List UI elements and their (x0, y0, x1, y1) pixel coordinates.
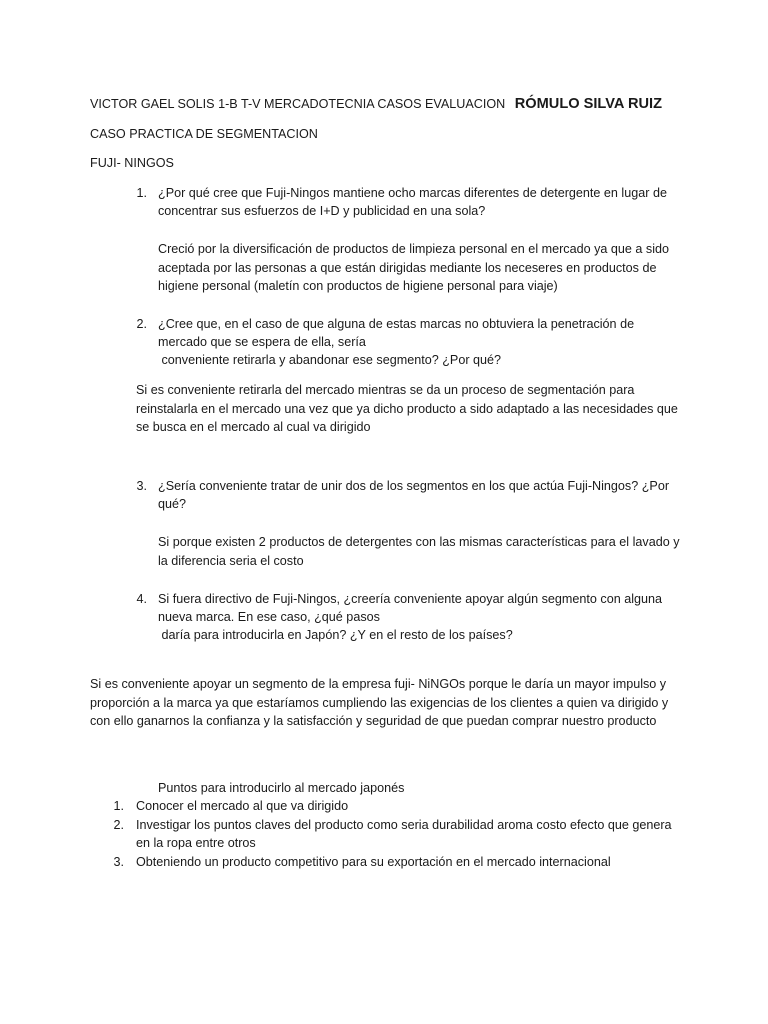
question-3-number: 3. (136, 479, 147, 493)
point-2-line-2: en la ropa entre otros (136, 836, 256, 850)
question-2-number: 2. (136, 317, 147, 331)
header-line (90, 95, 662, 114)
point-1-line-1: Conocer el mercado al que va dirigido (136, 799, 349, 813)
point-3-number: 3. (113, 855, 124, 869)
answer-2-line-3: se busca en el mercado al cual va dirigido (136, 420, 371, 434)
answer-2-line-2: reinstalarla en el mercado una vez que ya dicho producto a sido adaptado a las necesidades que (136, 402, 678, 416)
case-name: FUJI- NINGOS (90, 156, 174, 170)
question-3-line-2: qué? (158, 497, 187, 511)
question-1-line-2: concentrar sus esfuerzos de I+D y publicidad en una sola? (158, 204, 486, 218)
point-1-number: 1. (113, 799, 124, 813)
point-2-number: 2. (113, 818, 124, 832)
question-4-number: 4. (136, 592, 147, 606)
question-4-line-3: daría para introducirla en Japón? ¿Y en el resto de los países? (158, 628, 513, 642)
answer-2-line-1: Si es conveniente retirarla del mercado mientras se da un proceso de segmentación para (136, 383, 635, 397)
answer-4-line-1: Si es conveniente apoyar un segmento de la empresa fuji- NiNGOs porque le daría un mayor impulso y (90, 677, 667, 691)
answer-1-line-3: higiene personal (maletín con productos de higiene personal para viaje) (158, 279, 558, 293)
question-3-line-1: ¿Sería conveniente tratar de unir dos de los segmentos en los que actúa Fuji-Ningos? ¿Por (158, 479, 670, 493)
answer-4-line-2: proporción a la marca ya que estaríamos cumpliendo las exigencias de los clientes a quien va dirigido y (90, 696, 669, 710)
answer-3-line-2: la diferencia seria el costo (158, 554, 304, 568)
question-1-number: 1. (136, 186, 147, 200)
question-2-line-1: ¿Cree que, en el caso de que alguna de estas marcas no obtuviera la penetración de (158, 317, 635, 331)
author-name: RÓMULO SILVA RUIZ (514, 96, 663, 112)
question-4-line-1: Si fuera directivo de Fuji-Ningos, ¿creería conveniente apoyar algún segmento con alguna (158, 592, 663, 606)
header-text: VICTOR GAEL SOLIS 1-B T-V MERCADOTECNIA CASOS EVALUACION (90, 97, 506, 111)
points-heading: Puntos para introducirlo al mercado japonés (158, 781, 405, 795)
question-4-line-2: nueva marca. En ese caso, ¿qué pasos (158, 610, 380, 624)
point-3-line-1: Obteniendo un producto competitivo para su exportación en el mercado internacional (136, 855, 611, 869)
answer-1-line-1: Creció por la diversificación de productos de limpieza personal en el mercado ya que a sido (158, 242, 670, 256)
question-2-line-2: mercado que se espera de ella, sería (158, 335, 366, 349)
question-1-line-1: ¿Por qué cree que Fuji-Ningos mantiene ocho marcas diferentes de detergente en lugar de (158, 186, 667, 200)
answer-4-line-3: con ello ganarnos la confianza y la satisfacción y seguridad de que puedan comprar nuestro producto (90, 714, 657, 728)
document-subtitle: CASO PRACTICA DE SEGMENTACION (90, 127, 318, 141)
answer-3-line-1: Si porque existen 2 productos de detergentes con las mismas características para el lavado y (158, 535, 680, 549)
question-2-line-3: conveniente retirarla y abandonar ese segmento? ¿Por qué? (158, 353, 502, 367)
answer-1-line-2: aceptada por las personas a que están dirigidas mediante los neceseres en productos de (158, 261, 657, 275)
point-2-line-1: Investigar los puntos claves del producto como seria durabilidad aroma costo efecto que genera (136, 818, 672, 832)
